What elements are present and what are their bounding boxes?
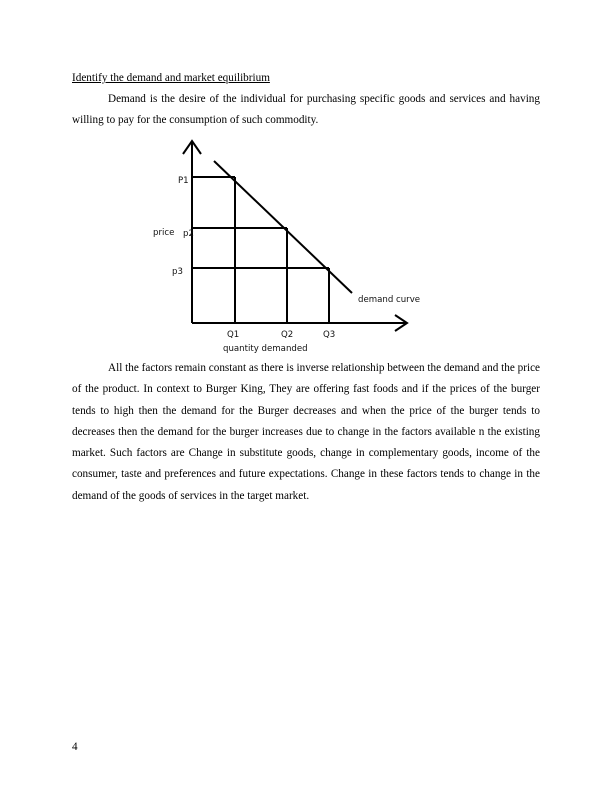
demand-curve-diagram xyxy=(148,137,424,358)
curve-label: demand curve xyxy=(358,295,421,305)
quantity-label-q1: Q1 xyxy=(227,330,240,340)
quantity-label-q2: Q2 xyxy=(281,330,294,340)
price-label-p3: p3 xyxy=(172,267,183,277)
x-axis-label: quantity demanded xyxy=(223,344,308,354)
y-axis-label: price xyxy=(153,228,175,238)
paragraph-demand-definition: Demand is the desire of the individual for purchasing specific goods and services and having willing to pay for the consumption of such commodity. xyxy=(72,93,540,127)
price-label-p2: p2 xyxy=(183,229,194,239)
quantity-label-q3: Q3 xyxy=(323,330,336,340)
section-heading: Identify the demand and market equilibrium xyxy=(72,72,270,84)
price-label-p1: P1 xyxy=(178,176,189,186)
page-number: 4 xyxy=(72,741,78,753)
paragraph-inverse-relationship: All the factors remain constant as there is inverse relationship between the demand and the price of the product. In context to Burger King, They are offering fast foods and if the prices of the burger tends to high then the demand for the Burger decreases and when the price of the burger tends to decreases then the demand for the burger increases due to change in the factors available n the existing market. Such factors are Change in substitute goods, change in complementary goods, income of the consumer, taste and preferences and future expectations. Change in these factors tends to change in the demand of the goods of services in the target market. xyxy=(72,362,540,502)
